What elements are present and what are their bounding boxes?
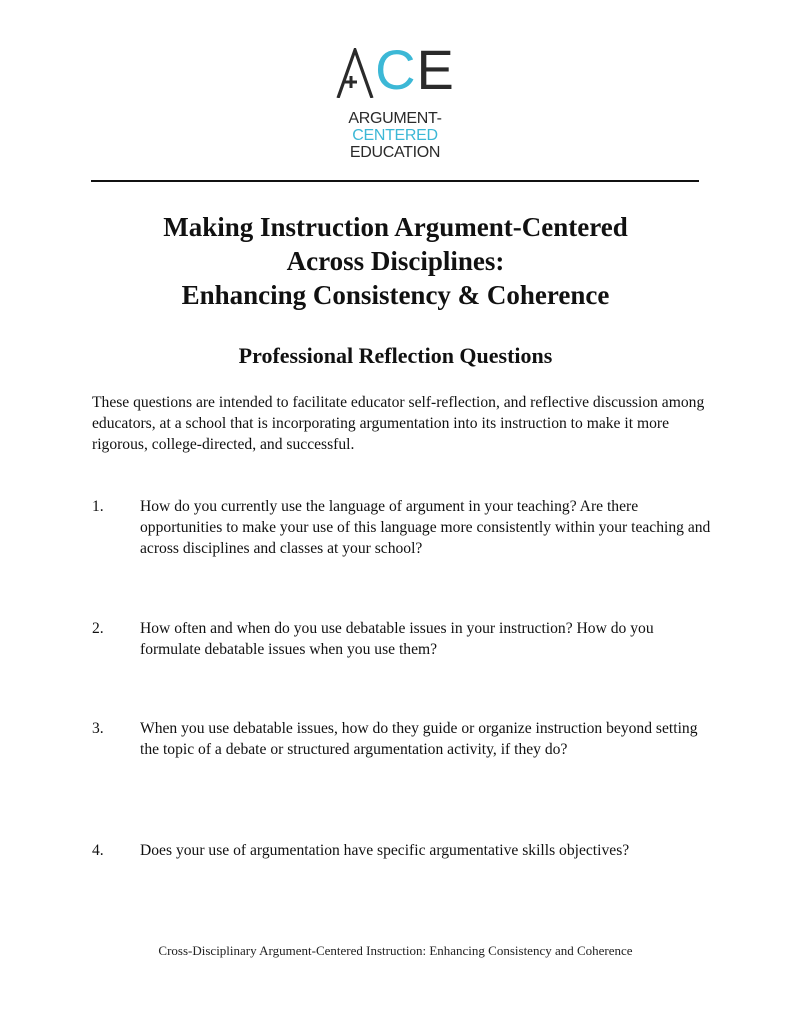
logo-word-centered: CENTERED [352, 127, 438, 144]
question-text: When you use debatable issues, how do they guide or organize instruction beyond setting the topic of a debate or structured argumentation activity, if they do? [140, 720, 698, 758]
logo-mark [330, 38, 460, 101]
section-heading: Professional Reflection Questions [238, 343, 553, 368]
question-item [92, 718, 712, 760]
question-item [92, 496, 712, 559]
question-text: Does your use of argumentation have specific argumentative skills objectives? [140, 842, 630, 859]
question-item [92, 618, 712, 660]
logo-wordmark [330, 110, 460, 161]
intro-paragraph: These questions are intended to facilitate educator self-reflection, and reflective discussion among educators, at a school that is incorporating argumentation into its instruction to make it more rigorous, college-directed, and successful. [92, 394, 705, 453]
document-title [60, 210, 731, 312]
question-text: How often and when do you use debatable issues in your instruction? How do you formulate debatable issues when you use them? [140, 620, 654, 658]
logo-word-argument: ARGUMENT- [348, 110, 442, 127]
logo-word-education: EDUCATION [349, 144, 441, 161]
title-line-1: Making Instruction Argument-Centered [163, 212, 628, 242]
question-number: 4. [92, 842, 104, 859]
ace-logo [330, 38, 460, 161]
logo-letter-a-with-plus-icon [335, 48, 375, 98]
page-footer: Cross-Disciplinary Argument-Centered Instruction: Enhancing Consistency and Coherence [158, 943, 633, 958]
question-text: How do you currently use the language of argument in your teaching? Are there opportunities to make your use of this language more consistently within your teaching and across disciplines and classes at your school? [140, 498, 711, 557]
question-number: 3. [92, 720, 104, 737]
question-item [92, 840, 712, 861]
question-number: 2. [92, 620, 104, 637]
logo-letter-c: C [375, 38, 417, 101]
title-line-2: Across Disciplines: [286, 246, 505, 276]
header-divider [91, 180, 699, 182]
logo-letter-e: E [416, 38, 455, 101]
question-number: 1. [92, 498, 104, 515]
title-line-3: Enhancing Consistency & Coherence [181, 280, 610, 310]
